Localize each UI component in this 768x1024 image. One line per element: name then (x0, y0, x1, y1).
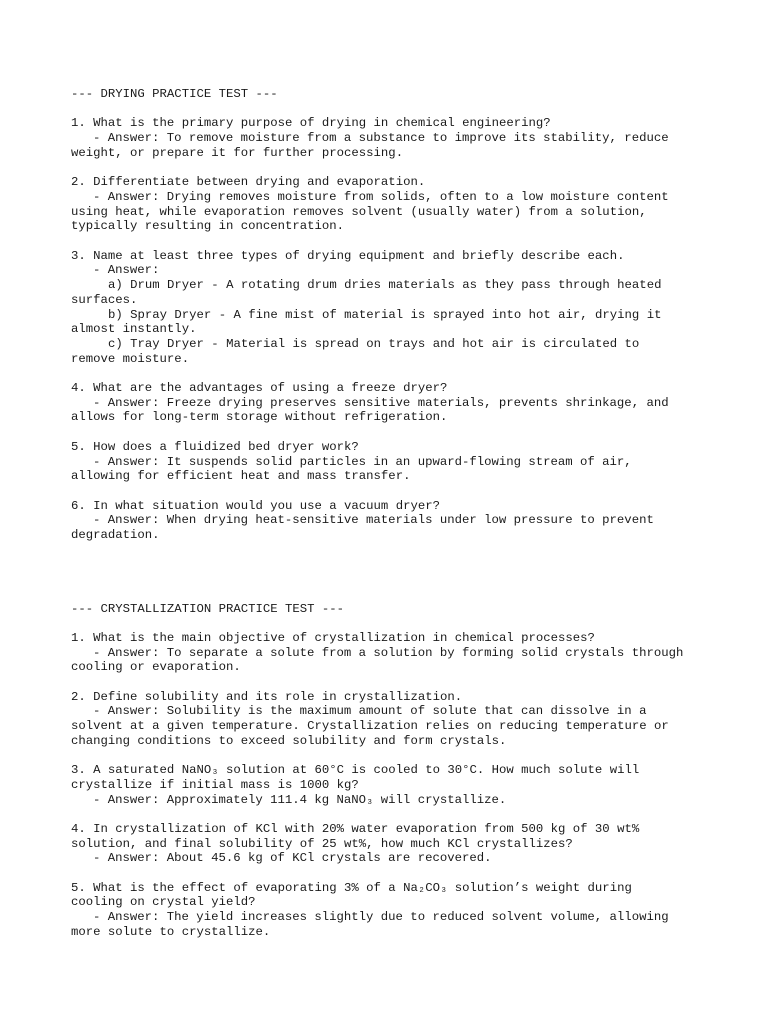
answer-text: allows for long-term storage without refrigeration. (71, 410, 448, 425)
list-item: a) Drum Dryer - A rotating drum dries materials as they pass through heated (108, 278, 662, 293)
question-text: 4. What are the advantages of using a freeze dryer? (71, 381, 448, 395)
question-text: 1. What is the main objective of crystallization in chemical processes? (71, 630, 595, 645)
crystallization-title: --- CRYSTALLIZATION PRACTICE TEST --- (71, 601, 345, 616)
question-text: 5. What is the effect of evaporating 3% of a Na₂CO₃ solution’s weight during (71, 880, 632, 895)
question-text: 6. In what situation would you use a vacuum dryer? (71, 498, 440, 513)
crystallization-question-3 (71, 763, 751, 807)
question-text: 5. How does a fluidized bed dryer work? (71, 439, 359, 454)
answer-text: - Answer: (93, 263, 160, 278)
answer-text: cooling or evaporation. (71, 660, 241, 675)
list-item: c) Tray Dryer - Material is spread on trays and hot air is circulated to (108, 336, 640, 351)
drying-question-4 (71, 381, 751, 425)
list-item-continuation: almost instantly. (71, 322, 197, 337)
answer-text: solvent at a given temperature. Crystallization relies on reducing temperature or (71, 719, 669, 734)
question-text: 3. A saturated NaNO₃ solution at 60°C is cooled to 30°C. How much solute will (71, 763, 640, 778)
document-page (71, 87, 751, 940)
answer-text: - Answer: When drying heat-sensitive materials under low pressure to prevent (93, 513, 654, 528)
drying-title: --- DRYING PRACTICE TEST --- (71, 87, 278, 101)
answer-text: changing conditions to exceed solubility and form crystals. (71, 733, 507, 748)
answer-text: - Answer: Solubility is the maximum amount of solute that can dissolve in a (93, 704, 647, 719)
answer-text: weight, or prepare it for further processing. (71, 145, 404, 160)
question-text: 2. Differentiate between drying and evaporation. (71, 175, 426, 190)
drying-section (71, 87, 751, 543)
answer-text: degradation. (71, 528, 160, 542)
crystallization-question-5 (71, 881, 751, 940)
crystallization-question-1 (71, 631, 751, 675)
crystallization-question-4 (71, 822, 751, 866)
question-text: 3. Name at least three types of drying equipment and briefly describe each. (71, 248, 625, 263)
drying-question-5 (71, 440, 751, 484)
question-text: crystallize if initial mass is 1000 kg? (71, 777, 359, 792)
question-text: 4. In crystallization of KCl with 20% water evaporation from 500 kg of 30 wt% (71, 821, 640, 836)
drying-question-1 (71, 116, 751, 160)
answer-text: allowing for efficient heat and mass transfer. (71, 469, 411, 484)
list-item-continuation: surfaces. (71, 292, 138, 307)
answer-text: more solute to crystallize. (71, 924, 271, 939)
section-spacer (71, 543, 751, 602)
answer-text: - Answer: Drying removes moisture from solids, often to a low moisture content (93, 189, 669, 204)
crystallization-question-2 (71, 690, 751, 749)
drying-question-6 (71, 499, 751, 543)
question-text: cooling on crystal yield? (71, 895, 256, 910)
answer-text: - Answer: To separate a solute from a solution by forming solid crystals through (93, 645, 684, 660)
answer-text: - Answer: Freeze drying preserves sensitive materials, prevents shrinkage, and (93, 395, 669, 410)
answer-text: typically resulting in concentration. (71, 219, 345, 234)
drying-question-3 (71, 249, 751, 367)
answer-text: - Answer: The yield increases slightly due to reduced solvent volume, allowing (93, 910, 669, 925)
answer-text: - Answer: About 45.6 kg of KCl crystals are recovered. (93, 851, 492, 866)
list-item: b) Spray Dryer - A fine mist of material is sprayed into hot air, drying it (108, 307, 662, 322)
question-text: 2. Define solubility and its role in crystallization. (71, 689, 463, 704)
answer-text: using heat, while evaporation removes solvent (usually water) from a solution, (71, 204, 647, 219)
drying-question-2 (71, 175, 751, 234)
answer-text: - Answer: It suspends solid particles in an upward-flowing stream of air, (93, 454, 632, 469)
crystallization-section (71, 602, 751, 940)
answer-text: - Answer: Approximately 111.4 kg NaNO₃ will crystallize. (93, 792, 507, 807)
list-item-continuation: remove moisture. (71, 351, 190, 366)
question-text: 1. What is the primary purpose of drying in chemical engineering? (71, 116, 551, 131)
question-text: solution, and final solubility of 25 wt%, how much KCl crystallizes? (71, 836, 573, 851)
answer-text: - Answer: To remove moisture from a substance to improve its stability, reduce (93, 131, 669, 146)
